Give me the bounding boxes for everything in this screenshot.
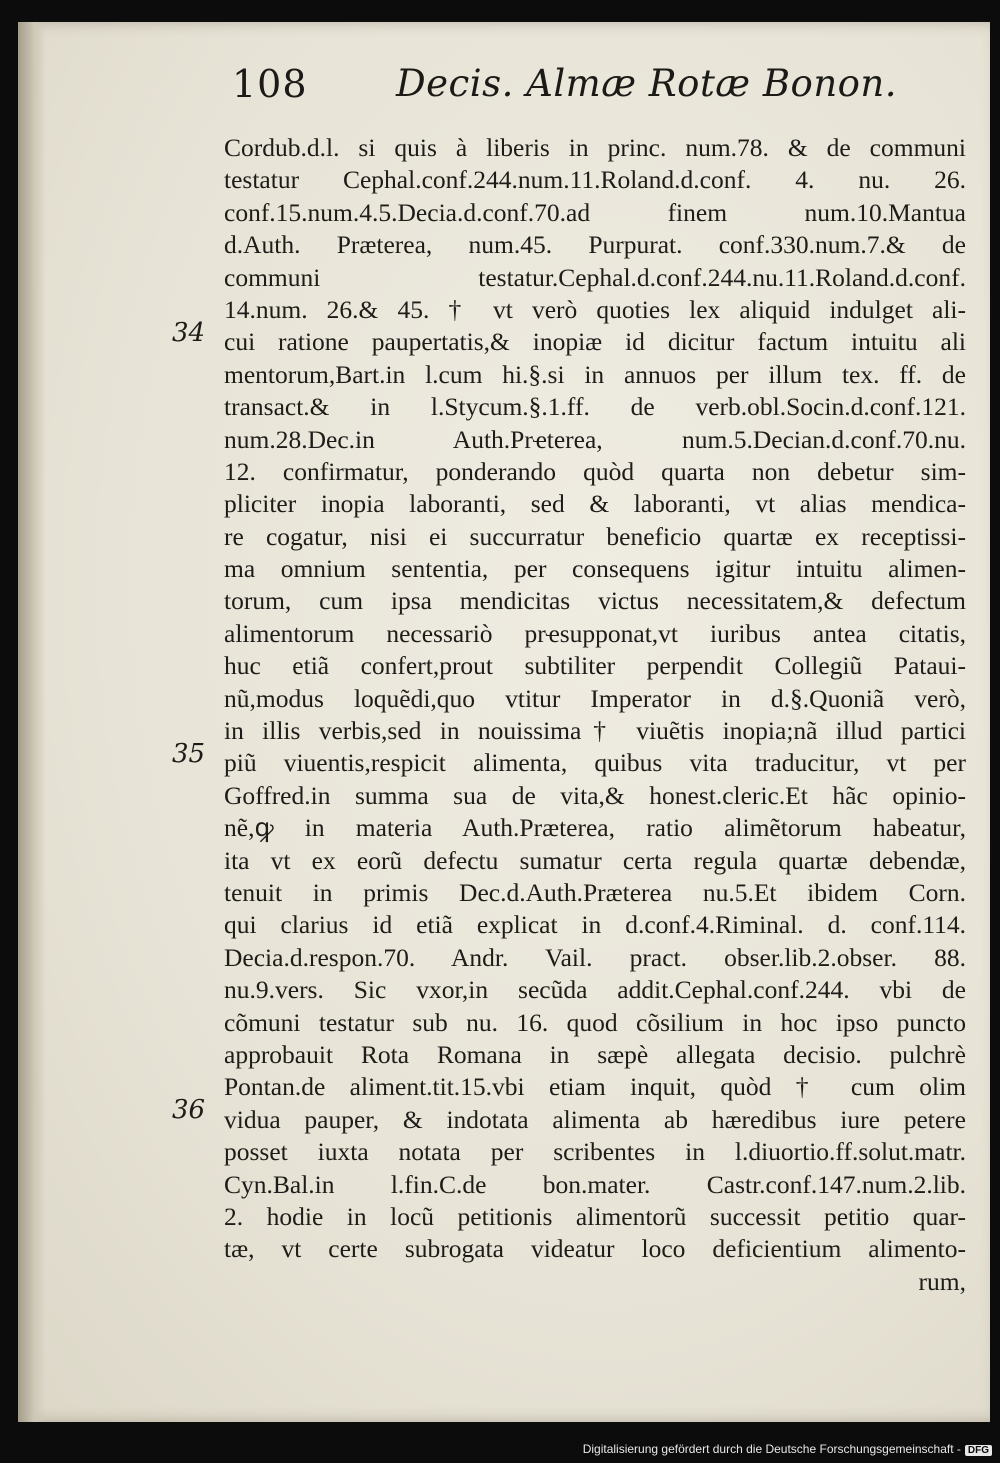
margin-note-number: 36 [172,1095,206,1125]
text-line: cõmuni testatur sub nu. 16. quod cõsilium in hoc ipso puncto [224,1007,966,1037]
dfg-logo: DFG [965,1445,992,1456]
text-line: 14.num. 26.& 45. † vt verò quoties lex aliquid indulget ali- [224,294,966,324]
text-line: Cordub.d.l. si quis à liberis in princ. num.78. & de communi [224,133,966,162]
text-line: 12. confirmatur, ponderando quòd quarta non debetur sim- [224,456,966,486]
running-title: Decis. Almæ Rotæ Bonon. [396,62,898,105]
body-text [224,132,966,1298]
margin-note-number: 35 [172,739,206,769]
page-gutter-shadow [18,22,46,1422]
text-line: nẽ,ꝙ in materia Auth.Præterea, ratio alimẽtorum habeatur, [224,813,966,843]
text-line: qui clarius id etiã explicat in d.conf.4.Riminal. d. conf.114. [224,910,966,940]
text-line-catchword: rum, [918,1266,966,1296]
text-line: cui ratione paupertatis,& inopiæ id dicitur factum intuitu ali [224,327,966,357]
digitization-credit [583,1442,992,1456]
text-line: tæ, vt certe subrogata videatur loco deficientium alimento- [224,1234,966,1264]
text-line: alimentorum necessariò prҽsupponat,vt iuribus antea citatis, [224,618,966,648]
text-line: vidua pauper, & indotata alimenta ab hæredibus iure petere [224,1104,966,1134]
text-line: Cyn.Bal.in l.fin.C.de bon.mater. Castr.conf.147.num.2.lib. [224,1169,966,1199]
text-line: conf.15.num.4.5.Decia.d.conf.70.ad finem num.10.Mantua [224,197,966,227]
text-line: d.Auth. Præterea, num.45. Purpurat. conf.330.num.7.& de [224,230,966,260]
text-line: pliciter inopia laboranti, sed & laboranti, vt alias mendica- [224,489,966,519]
text-line: communi testatur.Cephal.d.conf.244.nu.11.Roland.d.conf. [224,262,966,292]
text-line: tenuit in primis Dec.d.Auth.Præterea nu.5.Et ibidem Corn. [224,877,966,907]
text-line: ita vt ex eorũ defectu sumatur certa regula quartæ debendæ, [224,845,966,875]
text-line: huc etiã confert,prout subtiliter perpendit Collegiũ Pataui- [224,651,966,681]
page-number: 108 [232,62,308,106]
text-line: approbauit Rota Romana in sæpè allegata decisio. pulchrè [224,1039,966,1069]
text-line: posset iuxta notata per scribentes in l.diuortio.ff.solut.matr. [224,1137,966,1167]
text-line: torum, cum ipsa mendicitas victus necessitatem,& defectum [224,586,966,616]
text-line: mentorum,Bart.in l.cum hi.§.si in annuos per illum tex. ff. de [224,359,966,389]
text-line: re cogatur, nisi ei succurratur beneficio quartæ ex receptissi- [224,521,966,551]
text-line: Goffred.in summa sua de vita,& honest.cleric.Et hãc opinio- [224,780,966,810]
text-line: ma omnium sententia, per consequens igitur intuitu alimen- [224,554,966,584]
text-line: nũ,modus loquẽdi,quo vtitur Imperator in d.§.Quoniã verò, [224,683,966,713]
text-line: piũ viuentis,respicit alimenta, quibus vita traducitur, vt per [224,748,966,778]
text-line: Decia.d.respon.70. Andr. Vail. pract. obser.lib.2.obser. 88. [224,942,966,972]
text-line: nu.9.vers. Sic vxor,in secũda addit.Cephal.conf.244. vbi de [224,975,966,1005]
text-line: Pontan.de aliment.tit.15.vbi etiam inquit, quòd † cum olim [224,1072,966,1102]
text-line: testatur Cephal.conf.244.num.11.Roland.d.conf. 4. nu. 26. [224,165,966,195]
text-line: num.28.Dec.in Auth.Prҽterea, num.5.Decian.d.conf.70.nu. [224,424,966,454]
digitization-credit-text: Digitalisierung gefördert durch die Deutsche Forschungsgemeinschaft - [582,1442,961,1456]
text-line: 2. hodie in locũ petitionis alimentorũ successit petitio quar- [224,1201,966,1231]
margin-note-number: 34 [172,318,206,348]
text-line: in illis verbis,sed in nouissima† viuẽtis inopia;nã illud partici [224,716,966,746]
text-line: transact.& in l.Stycum.§.1.ff. de verb.obl.Socin.d.conf.121. [224,392,966,422]
